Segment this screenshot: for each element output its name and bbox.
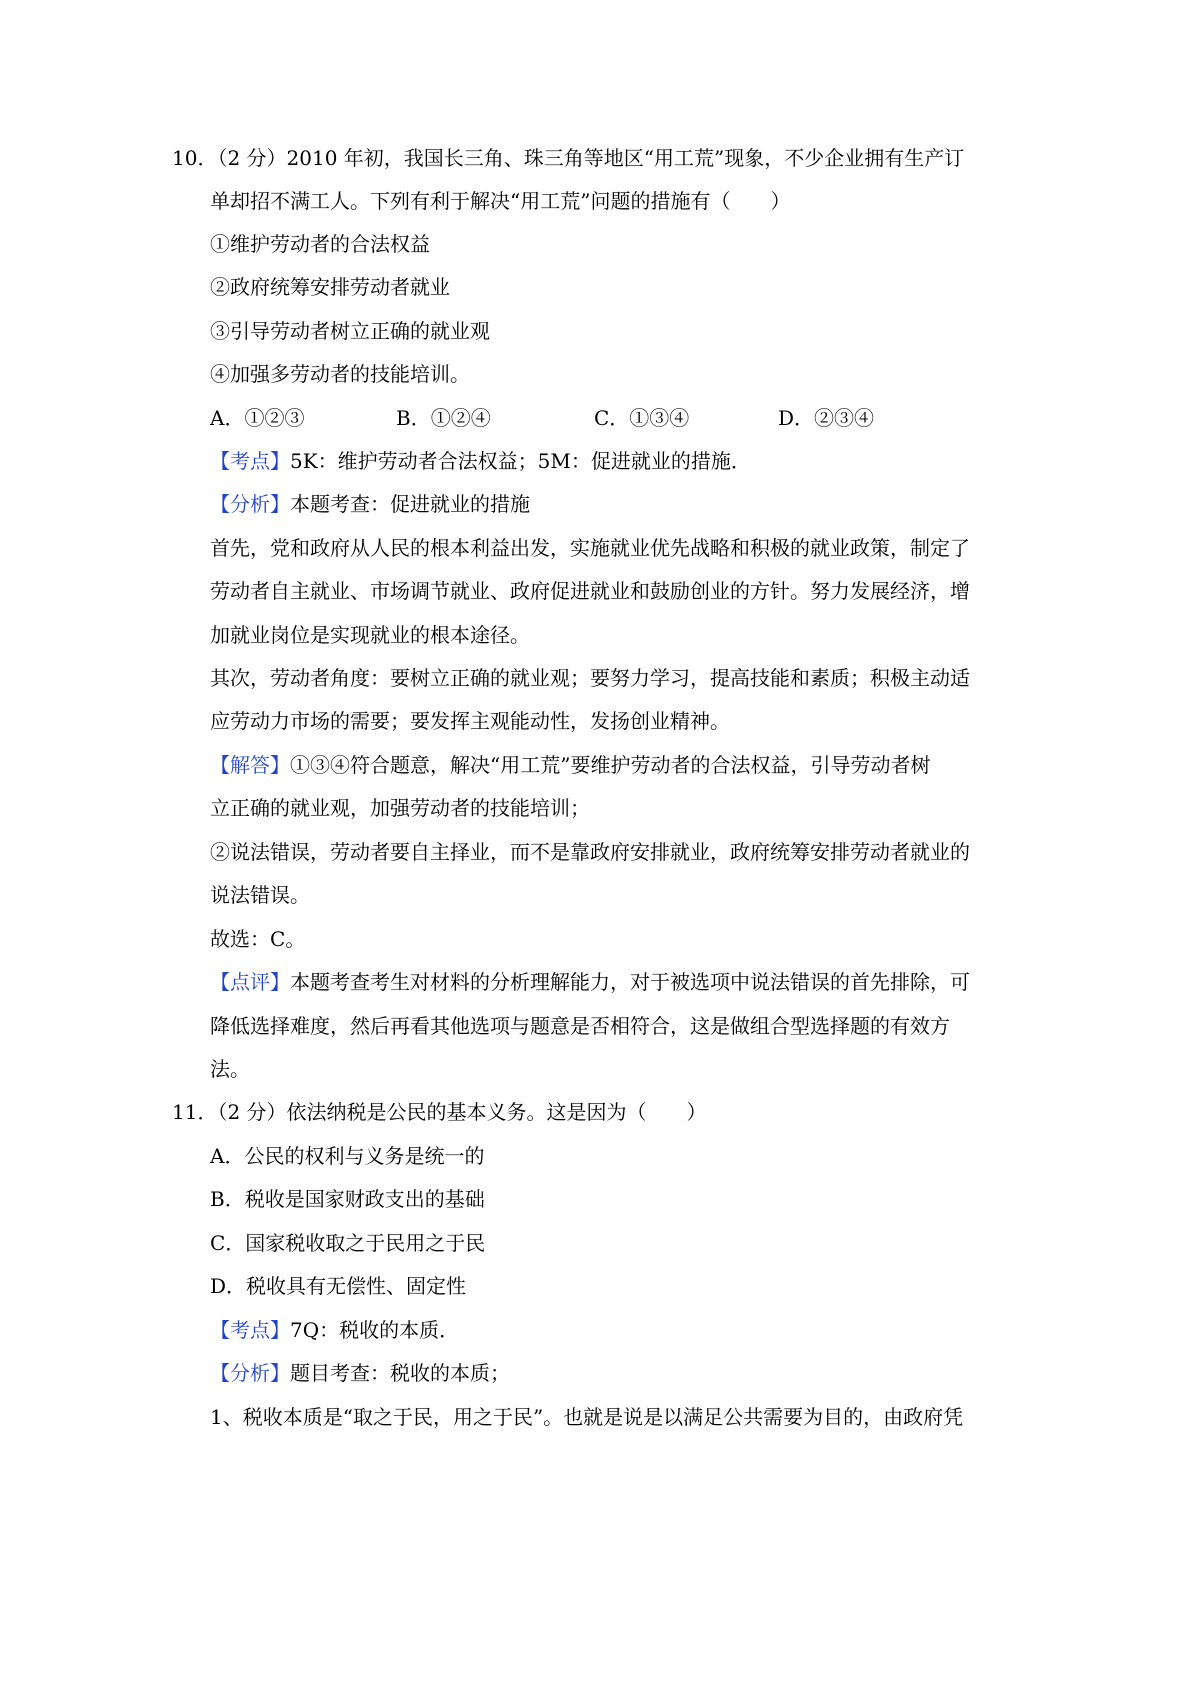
q10-item-3: ③引导劳动者树立正确的就业观 xyxy=(210,319,490,343)
q11-stem: 11．（2 分）依法纳税是公民的基本义务。这是因为（ ） xyxy=(172,1100,707,1124)
q10-dianping-line2: 降低选择难度，然后再看其他选项与题意是否相符合，这是做组合型选择题的有效方 xyxy=(210,1014,950,1038)
q10-jieda xyxy=(210,750,1040,780)
q11-option-d: D．税收具有无偿性、固定性 xyxy=(210,1274,467,1298)
kaodian-tag: 【考点】 xyxy=(210,1318,290,1342)
q10-stem-line-1: 10．（2 分）2010 年初，我国长三角、珠三角等地区“用工荒”现象，不少企业拥有生产订 xyxy=(172,146,965,170)
q11-analysis-para1-line1: 1、税收本质是“取之于民，用之于民”。也就是说是以满足公共需要为目的，由政府凭 xyxy=(210,1405,964,1429)
q10-analysis-para1-line1: 首先，党和政府从人民的根本利益出发，实施就业优先战略和积极的就业政策，制定了 xyxy=(210,536,970,560)
q10-dianping xyxy=(210,967,1040,997)
q11-option-a: A．公民的权利与义务是统一的 xyxy=(210,1144,485,1168)
q10-jieda-line4: 说法错误。 xyxy=(210,883,310,907)
dianping-tag: 【点评】 xyxy=(210,970,290,994)
q10-analysis-para1-line3: 加就业岗位是实现就业的根本途径。 xyxy=(210,623,530,647)
fenxi-text: 本题考查：促进就业的措施 xyxy=(290,492,530,516)
fenxi-text: 题目考查：税收的本质； xyxy=(290,1361,510,1385)
q10-option-a: A．①②③ xyxy=(210,406,305,430)
q11-fenxi xyxy=(210,1358,1040,1388)
q10-item-2: ②政府统筹安排劳动者就业 xyxy=(210,275,450,299)
q10-analysis-para2-line1: 其次，劳动者角度：要树立正确的就业观；要努力学习，提高技能和素质；积极主动适 xyxy=(210,666,970,690)
kaodian-text: 5K：维护劳动者合法权益；5M：促进就业的措施． xyxy=(290,449,751,473)
q10-analysis-para2-line2: 应劳动力市场的需要；要发挥主观能动性，发扬创业精神。 xyxy=(210,709,730,733)
q10-item-1: ①维护劳动者的合法权益 xyxy=(210,232,430,256)
q11-option-c: C．国家税收取之于民用之于民 xyxy=(210,1231,486,1255)
q10-jieda-line3: ②说法错误，劳动者要自主择业，而不是靠政府安排就业，政府统筹安排劳动者就业的 xyxy=(210,840,970,864)
fenxi-tag: 【分析】 xyxy=(210,1361,290,1385)
kaodian-tag: 【考点】 xyxy=(210,449,290,473)
q10-option-c: C．①③④ xyxy=(594,406,690,430)
q10-kaodian xyxy=(210,446,1040,476)
q10-dianping-line3: 法。 xyxy=(210,1057,250,1081)
jieda-tag: 【解答】 xyxy=(210,753,290,777)
dianping-text-line1: 本题考查考生对材料的分析理解能力，对于被选项中说法错误的首先排除，可 xyxy=(290,970,970,994)
q10-answer: 故选：C。 xyxy=(210,927,306,951)
q10-analysis-para1-line2: 劳动者自主就业、市场调节就业、政府促进就业和鼓励创业的方针。努力发展经济，增 xyxy=(210,579,970,603)
q10-jieda-line2: 立正确的就业观，加强劳动者的技能培训； xyxy=(210,796,590,820)
q10-fenxi xyxy=(210,489,1040,519)
q11-option-b: B．税收是国家财政支出的基础 xyxy=(210,1187,485,1211)
q10-option-d: D．②③④ xyxy=(778,406,875,430)
q10-item-4: ④加强多劳动者的技能培训。 xyxy=(210,362,470,386)
q10-stem-line-2: 单却招不满工人。下列有利于解决“用工荒”问题的措施有（ ） xyxy=(210,189,791,213)
fenxi-tag: 【分析】 xyxy=(210,492,290,516)
q10-options xyxy=(210,403,1000,433)
kaodian-text: 7Q：税收的本质． xyxy=(290,1318,460,1342)
jieda-text-line1: ①③④符合题意，解决“用工荒”要维护劳动者的合法权益，引导劳动者树 xyxy=(290,753,931,777)
q10-option-b: B．①②④ xyxy=(396,406,491,430)
q11-kaodian xyxy=(210,1315,1040,1345)
